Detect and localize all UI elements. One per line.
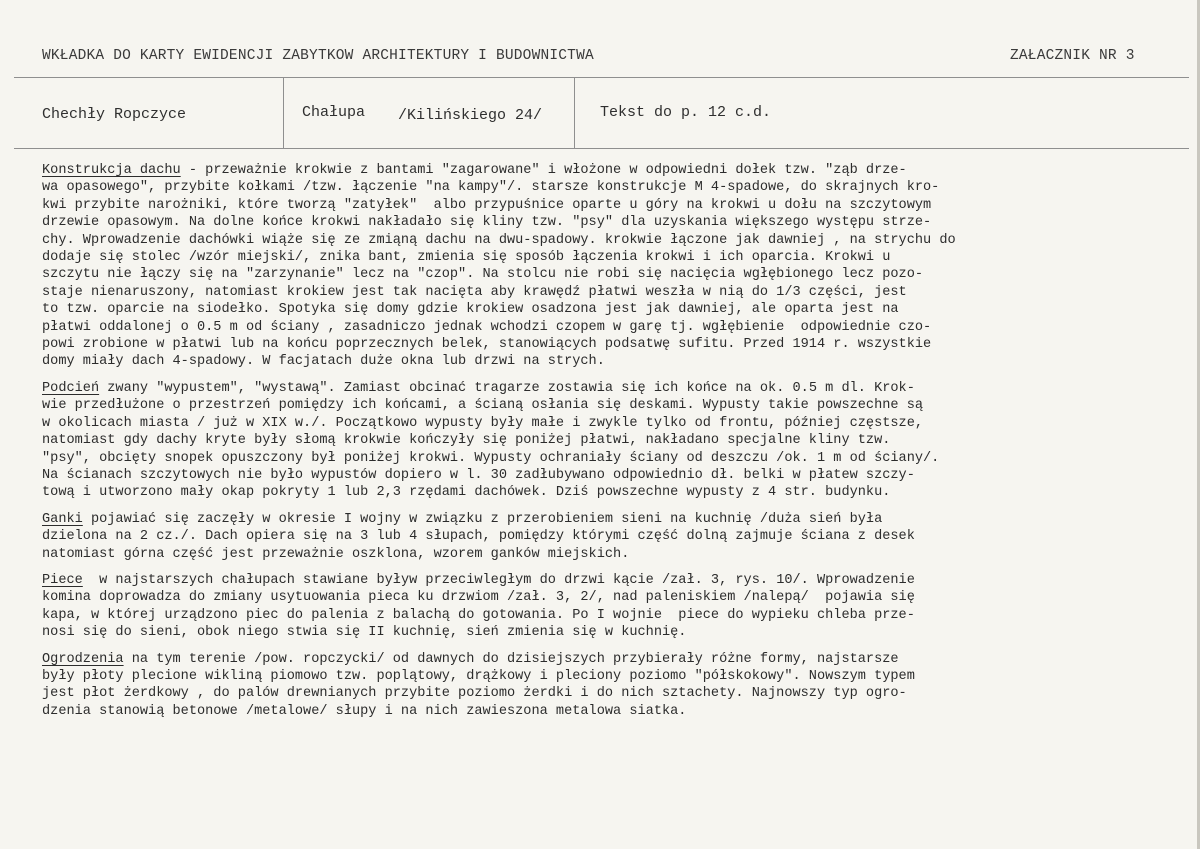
address-field: /Kilińskiego 24/ bbox=[398, 107, 543, 124]
paragraph-roof bbox=[42, 162, 1200, 371]
paragraph-porches bbox=[42, 511, 1200, 563]
paragraph-line: natomiast gdy dachy kryte były słomą krokwie kończyły się poniżej płatwi, nakładano specjalne kliny tzw. bbox=[42, 433, 891, 449]
info-row-divider bbox=[14, 148, 1189, 149]
paragraph-line: w okolicach miasta / już w XIX w./. Początkowo wypusty były małe i zwykle tylko od frontu, później częstsze, bbox=[42, 415, 924, 431]
paragraph-line: były płoty plecione wikliną piomowo tzw. poplątowy, drążkowy i pleciony poziomo "półskokowy". Nowszym typem bbox=[42, 668, 915, 684]
column-divider-1 bbox=[283, 77, 284, 148]
paragraph-line: szczytu nie łączy się na "zarzynanie" lecz na "czop". Na stolcu nie robi się nacięcia wgłębionego lecz pozo- bbox=[42, 267, 924, 283]
paragraph-line: staje nienaruszony, natomiast krokiew jest tak nacięta aby krawędź płatwi weszła w nią do 1/3 części, jest bbox=[42, 284, 907, 300]
paragraph-line: "psy", obcięty snopek opuszczony był poniżej krokwi. Wypusty ochraniały ściany od deszczu /ok. 1 m od ściany/. bbox=[42, 450, 940, 466]
paragraph-line: domy miały dach 4-spadowy. W facjatach duże okna lub drzwi na strych. bbox=[42, 354, 605, 370]
section-term: Konstrukcja dachu bbox=[42, 163, 181, 178]
section-term: Piece bbox=[42, 572, 83, 588]
paragraph-line: drzewie opasowym. Na dolne końce krokwi nakładało się kliny tzw. "psy" dla uzyskania większego występu strze- bbox=[42, 215, 932, 231]
column-divider-2 bbox=[574, 77, 575, 148]
paragraph-line: chy. Wprowadzenie dachówki wiąże się ze zmiąną dachu na dwu-spadowy. krokwie łączone jak dawniej , na strychu do bbox=[42, 232, 956, 248]
continuation-note: Tekst do p. 12 c.d. bbox=[600, 104, 772, 121]
header-divider bbox=[14, 77, 1189, 78]
section-term: Ogrodzenia bbox=[42, 651, 124, 667]
paragraph-line: to tzw. oparcie na siodełko. Spotyka się domy gdzie krokiew osadzona jest jak dawniej, ale oparta jest na bbox=[42, 302, 899, 318]
paragraph-line: kwi przybite narożniki, które tworzą "zatyłek" albo przypuśnice oparte u góry na krokwi u dołu na szczytowym bbox=[42, 197, 932, 213]
paragraph-line: wie przedłużone o przestrzeń pomiędzy ich końcami, a ścianą osłania się deskami. Wypusty takie powszechne są bbox=[42, 398, 924, 414]
section-term: Podcień bbox=[42, 380, 100, 396]
paragraph-line: Na ścianach szczytowych nie było wypustów dopiero w l. 30 zadłubywano odpowiednio dł. belki w płatew szczy- bbox=[42, 467, 915, 483]
location-field: Chechły Ropczyce bbox=[42, 106, 187, 123]
paragraph-line: Konstrukcja dachu - przeważnie krokwie z bantami "zagarowane" i włożone w odpowiedni dołek tzw. "ząb drze- bbox=[42, 163, 907, 178]
object-type-field: Chałupa bbox=[302, 104, 366, 121]
paragraph-line: Ganki pojawiać się zaczęły w okresie I wojny w związku z przerobieniem sieni na kuchnię /duża sień była bbox=[42, 511, 883, 527]
paragraph-line: Ogrodzenia na tym terenie /pow. ropczycki/ od dawnych do dzisiejszych przybierały różne formy, najstarsze bbox=[42, 651, 899, 667]
paragraph-line: kapa, w której urządzono piec do palenia z balachą do gotowania. Po I wojnie piece do wypieku chleba prze- bbox=[42, 607, 915, 623]
paragraph-line: tową i utworzono mały okap pokryty 1 lub 2,3 rzędami dachówek. Dziś powszechne wypusty z 4 str. budynku. bbox=[42, 485, 891, 501]
paragraph-porch-overhang bbox=[42, 380, 1200, 502]
paragraph-line: powi zrobione w płatwi lub na końcu poprzecznych belek, stanowiących podsatwę sufitu. Przed 1914 r. wszystkie bbox=[42, 337, 932, 353]
paragraph-line: komina doprowadza do zmiany usytuowania pieca ku drzwiom /zał. 3, 2/, nad paleniskiem /nalepą/ pojawia się bbox=[42, 590, 915, 606]
paragraph-line: Podcień zwany "wypustem", "wystawą". Zamiast obcinać tragarze zostawia się ich końce na ok. 0.5 m dl. Krok- bbox=[42, 380, 915, 396]
card-title: WKŁADKA DO KARTY EWIDENCJI ZABYTKOW ARCHITEKTURY I BUDOWNICTWA bbox=[42, 48, 594, 64]
paragraph-fences bbox=[42, 651, 1200, 721]
paragraph-line: natomiast górna część jest przeważnie oszklona, wzorem ganków miejskich. bbox=[42, 546, 630, 562]
paragraph-line: dodaje się stolec /wzór miejski/, znika bant, zmienia się sposób łączenia krokwi i ich oparcia. Krokwi u bbox=[42, 250, 891, 266]
paragraph-line: dzielona na 2 cz./. Dach opiera się na 3 lub 4 słupach, pomiędzy którymi część dolną zajmuje ściana z desek bbox=[42, 529, 915, 545]
paragraph-line: dzenia stanowią betonowe /metalowe/ słupy i na nich zawieszona metalowa siatka. bbox=[42, 703, 687, 719]
paragraph-line: Piece w najstarszych chałupach stawiane byływ przeciwległym do drzwi kącie /zał. 3, rys. 10/. Wprowadzenie bbox=[42, 572, 915, 588]
section-term: Ganki bbox=[42, 511, 83, 527]
paragraph-line: nosi się do sieni, obok niego stwia się II kuchnię, sień zmienia się w kuchnię. bbox=[42, 625, 687, 641]
paragraph-line: jest płot żerdkowy , do palów drewnianych przybite poziomo żerdki i do nich sztachety. Najnowszy typ ogro- bbox=[42, 686, 907, 702]
paragraph-line: płatwi oddalonej o 0.5 m od ściany , zasadniczo jednak wchodzi czopem w garę tj. wgłębienie odpowiednie czo- bbox=[42, 319, 932, 335]
attachment-number: ZAŁACZNIK NR 3 bbox=[1010, 48, 1135, 64]
description-text bbox=[42, 162, 1200, 729]
paragraph-stoves bbox=[42, 572, 1200, 642]
paragraph-line: wa opasowego", przybite kołkami /tzw. łączenie "na kampy"/. starsze konstrukcje M 4-spadowe, do skrajnych kro- bbox=[42, 180, 940, 196]
